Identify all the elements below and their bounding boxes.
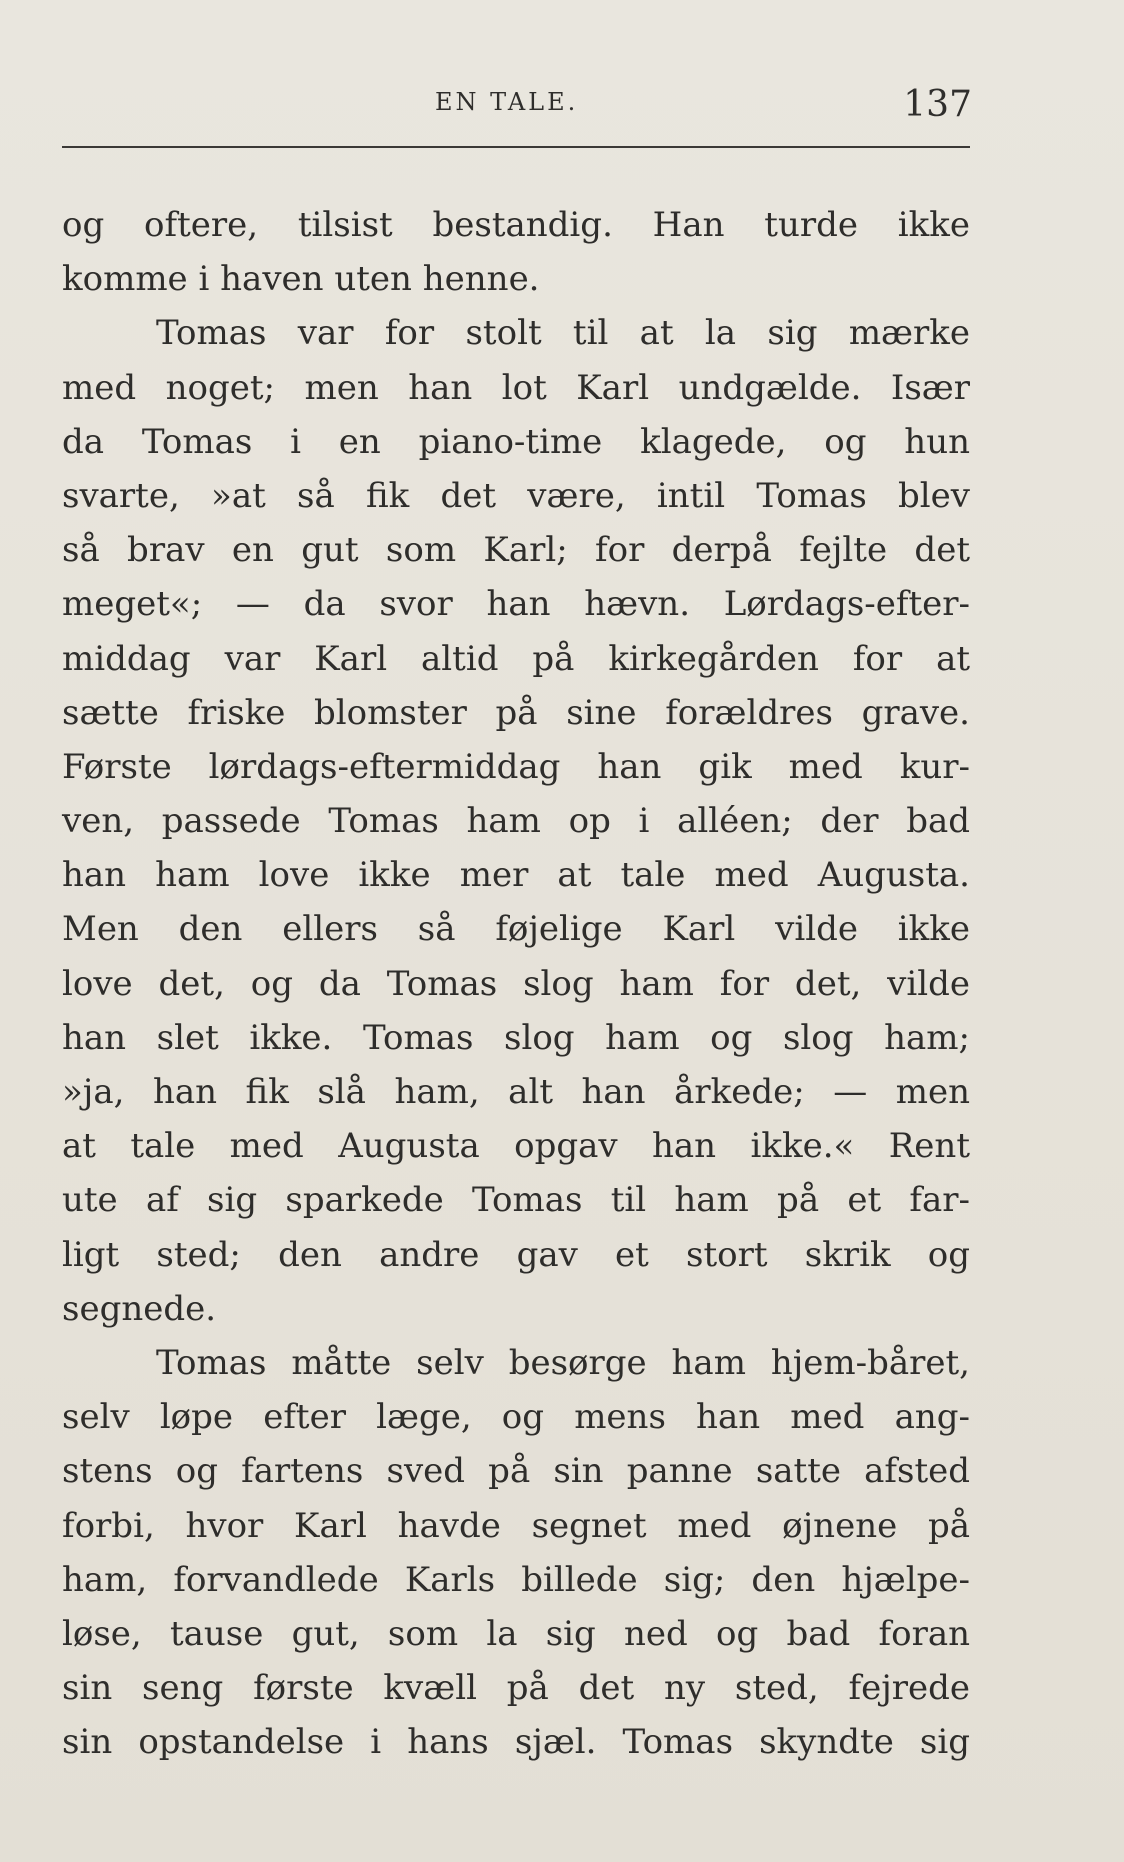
text-line: komme i haven uten henne. — [62, 259, 540, 300]
paragraph-first-line: Tomas var for stolt til at la sig mærke — [156, 313, 970, 354]
text-line: sin opstandelse i hans sjæl. Tomas skyndte sig — [62, 1722, 970, 1763]
text-line: selv løpe efter læge, og mens han med ang- — [62, 1397, 970, 1438]
text-line: stens og fartens sved på sin panne satte afsted — [62, 1451, 970, 1492]
text-line: han slet ikke. Tomas slog ham og slog ham; — [62, 1017, 970, 1058]
text-line: sætte friske blomster på sine forældres grave. — [62, 692, 970, 733]
body-text — [62, 198, 970, 1769]
text-line: love det, og da Tomas slog ham for det, vilde — [62, 963, 970, 1004]
text-line: så brav en gut som Karl; for derpå fejlte det — [62, 530, 970, 571]
text-line: sin seng første kvæll på det ny sted, fejrede — [62, 1668, 970, 1709]
running-title: EN TALE. — [435, 88, 579, 116]
text-line: middag var Karl altid på kirkegården for at — [62, 638, 970, 679]
text-line: ute af sig sparkede Tomas til ham på et far- — [62, 1180, 970, 1221]
text-line: da Tomas i en piano-time klagede, og hun — [62, 421, 970, 462]
page-header — [0, 84, 1124, 138]
text-line: forbi, hvor Karl havde segnet med øjnene på — [62, 1505, 970, 1546]
text-line: han ham love ikke mer at tale med Augusta. — [62, 855, 970, 896]
paragraph-first-line: Tomas måtte selv besørge ham hjem-båret, — [156, 1342, 970, 1383]
text-line: segnede. — [62, 1288, 217, 1329]
text-line: svarte, »at så fik det være, intil Tomas blev — [62, 475, 970, 516]
text-line: og oftere, tilsist bestandig. Han turde ikke — [62, 205, 970, 245]
text-line: ligt sted; den andre gav et stort skrik og — [62, 1234, 970, 1275]
text-line: meget«; — da svor han hævn. Lørdags-efter- — [62, 584, 970, 625]
text-line: Første lørdags-eftermiddag han gik med kur- — [62, 746, 970, 787]
text-line: med noget; men han lot Karl undgælde. Især — [62, 367, 970, 408]
text-line: løse, tause gut, som la sig ned og bad foran — [62, 1613, 970, 1654]
text-line: ham, forvandlede Karls billede sig; den hjælpe- — [62, 1559, 970, 1600]
text-line: ven, passede Tomas ham op i alléen; der bad — [62, 801, 970, 842]
text-line: Men den ellers så føjelige Karl vilde ikke — [62, 909, 970, 950]
text-line: »ja, han fik slå ham, alt han årkede; — men — [62, 1072, 970, 1112]
page-number: 137 — [903, 84, 972, 125]
text-line: at tale med Augusta opgav han ikke.« Rent — [62, 1126, 970, 1167]
header-rule — [62, 146, 970, 148]
